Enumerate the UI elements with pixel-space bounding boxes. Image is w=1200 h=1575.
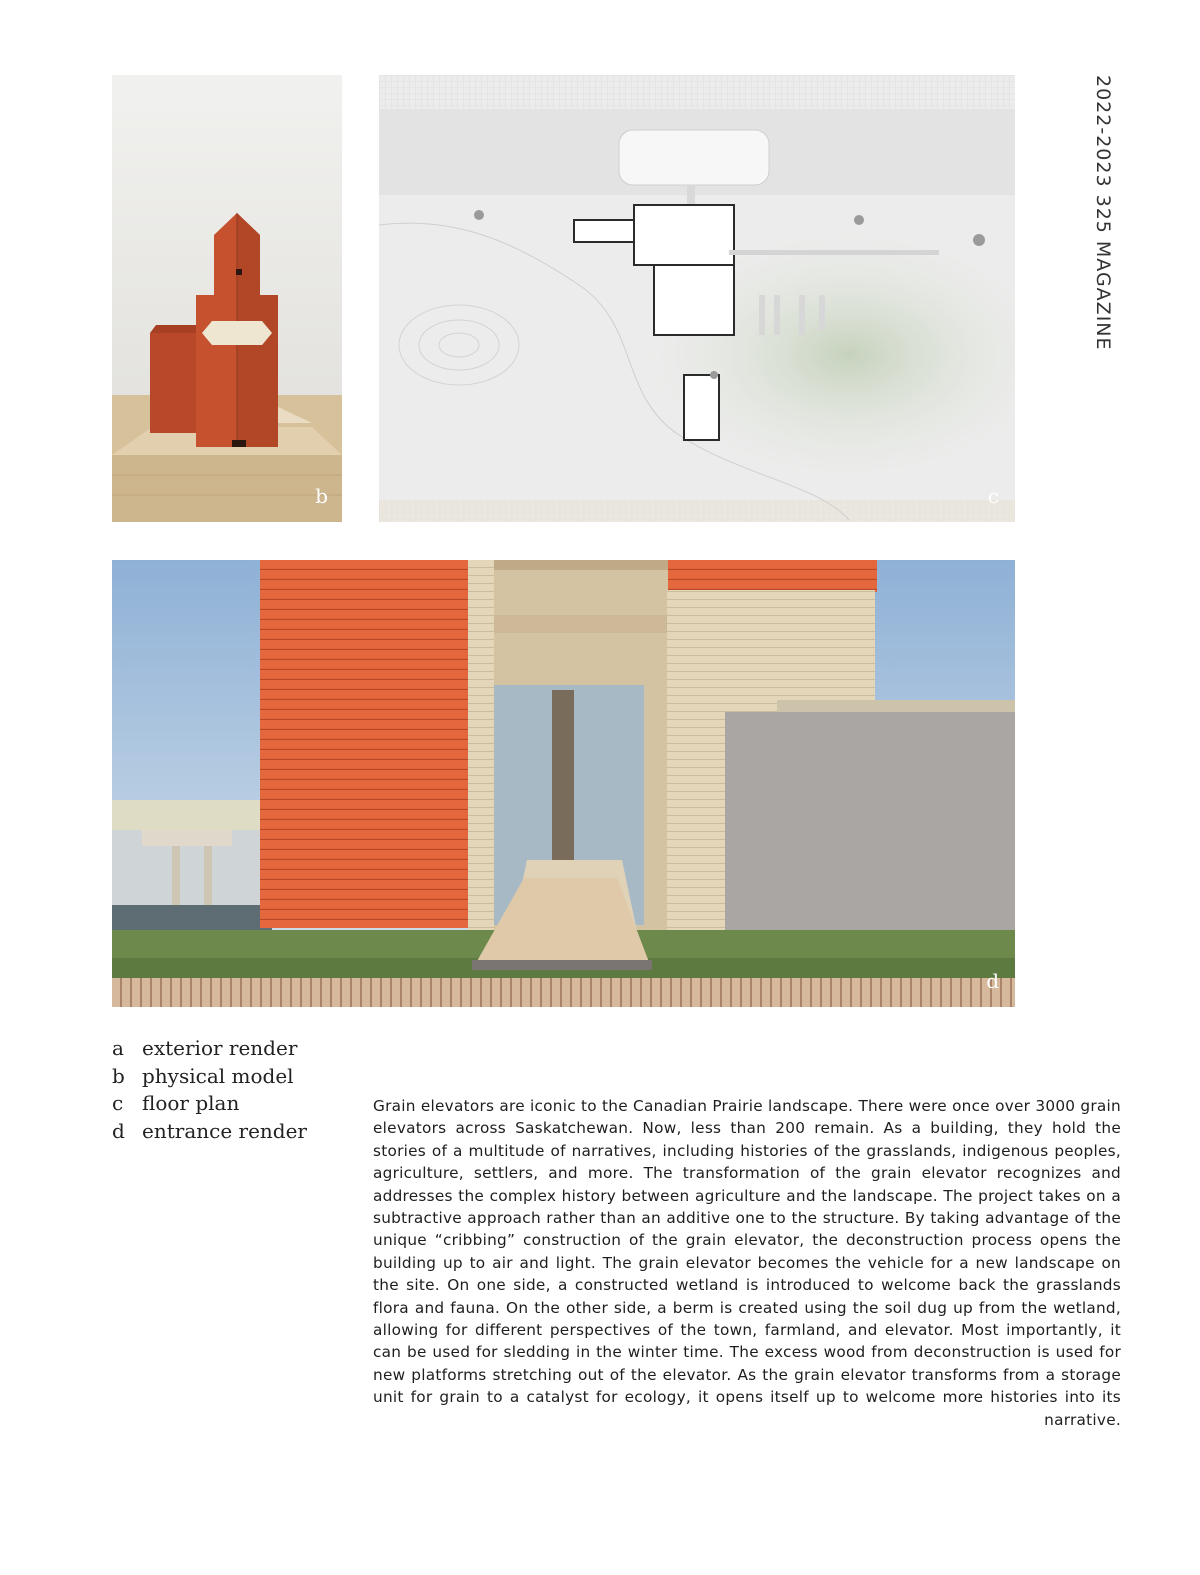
- panel-c-letter: c: [987, 484, 999, 508]
- caption-key: d: [112, 1118, 125, 1143]
- caption-key: a: [112, 1036, 124, 1060]
- caption-label: exterior render: [142, 1036, 298, 1060]
- caption-item: [112, 1035, 352, 1063]
- caption-label: physical model: [142, 1063, 294, 1088]
- caption-label: entrance render: [142, 1118, 307, 1143]
- caption-item: [112, 1063, 352, 1091]
- article-body-text: Grain elevators are iconic to the Canadian Prairie landscape. There were once over 3000 grain elevators across Saskatchewan. Now, less than 200 remain. As a building, they hold the stories of a multitude of narratives, including histories of the grasslands, indigenous peoples, agriculture, settlers, and more. The transformation of the grain elevator recognizes and addresses the complex history between agriculture and the landscape. The project takes on a subtractive approach rather than an additive one to the structure. By taking advantage of the unique “cribbing” construction of the grain elevator, the deconstruction process opens the building up to air and light. The grain elevator becomes the vehicle for a new landscape on the site. On one side, a constructed wetland is introduced to welcome back the grasslands flora and fauna. On the other side, a berm is created using the soil dug up from the wetland, allowing for different perspectives of the town, farmland, and elevator. Most importantly, it can be used for sledding in the winter time. The excess wood from deconstruction is used for new platforms stretching out of the elevator. As the grain elevator transforms from a storage unit for grain to a catalyst for ecology, it opens itself up to welcome more histories into its narrative.: [373, 1097, 1121, 1429]
- panel-d-letter: d: [986, 969, 999, 993]
- caption-key: c: [112, 1091, 124, 1115]
- figure-caption-list: [112, 1035, 352, 1145]
- caption-label: floor plan: [142, 1091, 240, 1115]
- magazine-title-text: 2022-2023 325 MAGAZINE: [1092, 75, 1114, 351]
- caption-item: [112, 1090, 352, 1118]
- physical-model-image: [112, 75, 342, 522]
- caption-key: b: [112, 1063, 125, 1088]
- entrance-render-image: [112, 560, 1015, 1007]
- panel-b-letter: b: [315, 484, 328, 508]
- magazine-title: [1058, 75, 1148, 395]
- caption-item: [112, 1118, 352, 1146]
- floor-plan-image: [379, 75, 1015, 522]
